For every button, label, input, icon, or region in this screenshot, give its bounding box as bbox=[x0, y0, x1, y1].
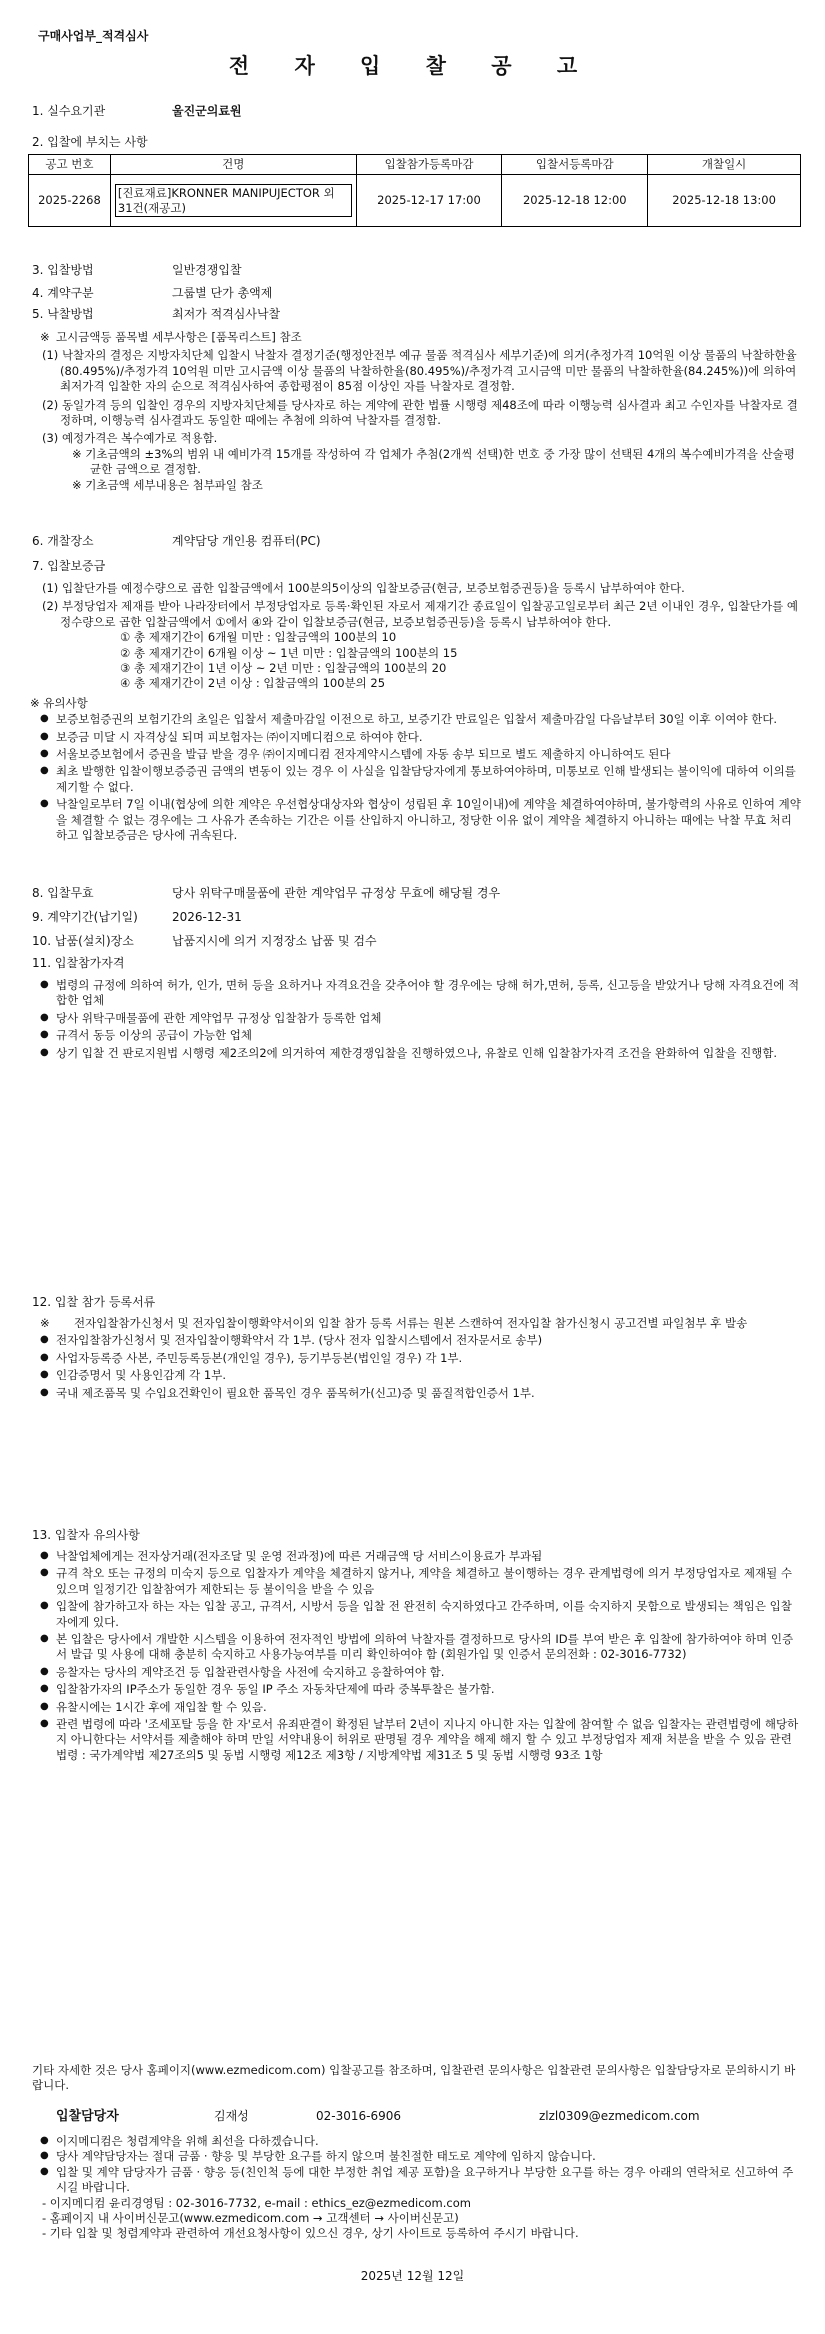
contact-label: 입찰담당자 bbox=[56, 2109, 119, 2124]
section-5-note: ※ 고시금액등 품목별 세부사항은 [품목리스트] 참조 bbox=[34, 330, 802, 345]
th-bid-deadline: 입찰서등록마감 bbox=[502, 155, 648, 175]
bid-table bbox=[28, 154, 801, 227]
demand-org-value: 울진군의료원 bbox=[172, 104, 242, 118]
section-6 bbox=[32, 533, 321, 549]
section-5-item-3: (3) 예정가격은 복수예가로 적용함. bbox=[42, 431, 218, 446]
list-item: ● 입찰 및 계약 담당자가 금품 · 향응 등(친인척 등에 대한 부정한 취업 제공 포함)을 요구하거나 부당한 요구를 하는 경우 아래의 연락처로 신고하여 주시길 바랍니다. bbox=[34, 2165, 802, 2196]
sanction-level-1: ① 총 제재기간이 6개월 미만 : 입찰금액의 100분의 10 bbox=[120, 630, 397, 645]
registration-deadline: 2025-12-17 17:00 bbox=[356, 175, 502, 227]
section-1 bbox=[32, 103, 242, 119]
section-2-label: 2. 입찰에 부치는 사항 bbox=[32, 135, 148, 149]
section-7-label: 7. 입찰보증금 bbox=[32, 559, 106, 573]
section-5-body bbox=[34, 330, 802, 496]
section-4 bbox=[32, 285, 273, 301]
section-9 bbox=[32, 909, 242, 925]
list-item: ● 본 입찰은 당사에서 개발한 시스템을 이용하여 전자적인 방법에 의하여 낙찰자를 결정하므로 당사의 ID를 부여 받은 후 입찰에 참가하여야 하며 인증서 발급 및 사용에 대해 충분히 숙지하고 사용가능여부를 미리 확인하여야 함 (회원가입 및 인증서 문의전화 : 02-3016-7732) bbox=[34, 1632, 802, 1663]
list-item: ● 입찰에 참가하고자 하는 자는 입찰 공고, 규격서, 시방서 등을 입찰 전 완전히 숙지하였다고 간주하며, 이를 숙지하지 못함으로 발생되는 책임은 입찰자에게 있다. bbox=[34, 1599, 802, 1630]
notice-date: 2025년 12월 12일 bbox=[360, 2269, 465, 2283]
qualification-list bbox=[34, 978, 802, 1061]
section-12-note: ※ 전자입찰참가신청서 및 전자입찰이행확약서이외 입찰 참가 등록 서류는 원본 스캔하여 전자입찰 참가신청시 공고건별 파일첨부 후 발송 bbox=[34, 1316, 802, 1331]
bid-method-value: 일반경쟁입찰 bbox=[172, 263, 242, 277]
opening-time: 2025-12-18 13:00 bbox=[648, 175, 801, 227]
section-12-label: 12. 입찰 참가 등록서류 bbox=[32, 1295, 156, 1309]
list-item: ● 상기 입찰 건 판로지원법 시행령 제2조의2에 의거하여 제한경쟁입찰을 진행하였으나, 유찰로 인해 입찰참가자격 조건을 완화하여 입찰을 진행함. bbox=[34, 1046, 802, 1061]
section-11-label: 11. 입찰참가자격 bbox=[32, 956, 125, 970]
section-5 bbox=[32, 306, 281, 322]
section-5-label: 5. 낙찰방법 bbox=[32, 307, 94, 321]
section-7-item-2: (2) 부정당업자 제재를 받아 나라장터에서 부정당업자로 등록·확인된 자로서 제재기간 종료일이 입찰공고일로부터 최근 2년 이내인 경우, 입찰단가를 예정수량으로 곱한 입찰금액에서 ①에서 ④와 같이 입찰보증금(현금, 보증보험증권등)을 등록시 납부하여야 한다. bbox=[42, 599, 798, 629]
list-item: ● 법령의 규정에 의하여 허가, 인가, 면허 등을 요하거나 자격요건을 갖추어야 할 경우에는 당해 허가,면허, 등록, 신고등을 받았거나 당해 자격요건에 적합한 업체 bbox=[34, 978, 802, 1009]
section-5-item-1: (1) 낙찰자의 결정은 지방자치단체 입찰시 낙찰자 결정기준(행정안전부 예규 물품 적격심사 세부기준)에 의거(추정가격 10억원 이상 물품의 낙찰하한율(80.495%)/추정가격 10억원 미만 고시금액 이상 물품의 낙찰하한율(80.495%)/추정가격 고시금액 미만 물품의 낙찰하한율(84.245%))에 의하여 최저가격 입찰한 자의 순으로 적격심사하여 종합평점이 85점 이상인 자를 낙찰자로 결정함. bbox=[42, 348, 797, 394]
section-4-label: 4. 계약구분 bbox=[32, 286, 94, 300]
list-item: ● 보증금 미달 시 자격상실 되며 피보험자는 ㈜이지메디컴으로 하여야 한다. bbox=[34, 730, 802, 745]
list-item: ● 전자입찰참가신청서 및 전자입찰이행확약서 각 1부. (당사 전자 입찰시스템에서 전자문서로 송부) bbox=[34, 1333, 802, 1348]
list-item: ● 인감증명서 및 사용인감계 각 1부. bbox=[34, 1368, 802, 1383]
list-item: ● 규격 착오 또는 규정의 미숙지 등으로 입찰자가 계약을 체결하지 않거나, 계약을 체결하고 불이행하는 경우 관계법령에 의거 부정당업자로 제재될 수 있으며 일정기간 입찰참여가 제한되는 등 불이익을 받을 수 있음 bbox=[34, 1566, 802, 1597]
contract-period-value: 2026-12-31 bbox=[172, 910, 242, 924]
precautions-list bbox=[34, 1549, 802, 1763]
section-13-body bbox=[34, 1549, 802, 1765]
award-method-value: 최저가 적격심사낙찰 bbox=[172, 307, 281, 321]
list-item: ● 이지메디컴은 청렴계약을 위해 최선을 다하겠습니다. bbox=[34, 2134, 802, 2149]
section-8-label: 8. 입찰무효 bbox=[32, 886, 94, 900]
list-item: ● 규격서 동등 이상의 공급이 가능한 업체 bbox=[34, 1028, 802, 1043]
sanction-level-2: ② 총 제재기간이 6개월 이상 ~ 1년 미만 : 입찰금액의 100분의 15 bbox=[120, 645, 458, 660]
notice-no: 2025-2268 bbox=[29, 175, 111, 227]
list-item: ● 서울보증보험에서 증권을 발급 받을 경우 ㈜이지메디컴 전자계약시스템에 자동 송부 되므로 별도 제출하지 아니하여도 된다 bbox=[34, 747, 802, 762]
contact-intro: 기타 자세한 것은 당사 홈페이지(www.ezmedicom.com) 입찰공고를 참조하며, 입찰관련 문의사항은 입찰관련 문의사항은 입찰담당자로 문의하시기 바랍니다. bbox=[32, 2063, 796, 2093]
contract-type-value: 그룹별 단가 총액제 bbox=[172, 286, 273, 300]
list-item: ● 당사 계약담당자는 절대 금품 · 향응 및 부당한 요구를 하지 않으며 불친절한 태도로 계약에 임하지 않습니다. bbox=[34, 2149, 802, 2164]
list-item: ● 낙찰업체에게는 전자상거래(전자조달 및 운영 전과정)에 따른 거래금액 당 서비스이용료가 부과됨 bbox=[34, 1549, 802, 1564]
list-item: ● 유찰시에는 1시간 후에 재입찰 할 수 있음. bbox=[34, 1700, 802, 1715]
item-name-link[interactable]: [진료재료]KRONNER MANIPUJECTOR 외 31건(재공고) bbox=[115, 184, 352, 218]
list-item: ● 보증보험증권의 보험기간의 초일은 입찰서 제출마감일 이전으로 하고, 보증기간 만료일은 입찰서 제출마감일 다음날부터 30일 이후 이여야 한다. bbox=[34, 712, 802, 727]
contact-email[interactable]: zlzl0309@ezmedicom.com bbox=[539, 2109, 700, 2123]
page-title: 전 자 입 찰 공 고 bbox=[228, 54, 597, 78]
section-5-item-2: (2) 동일가격 등의 입찰인 경우의 지방자치단체를 당사자로 하는 계약에 관한 법률 시행령 제48조에 따라 이행능력 심사결과 최고 수인자를 낙찰자로 결정하며, 이행능력 심사결과도 동일한 때에는 추첨에 의하여 낙찰자를 결정함. bbox=[42, 397, 798, 428]
section-5-subnote-2: ※ 기초금액 세부내용은 첨부파일 참조 bbox=[72, 477, 263, 492]
table-header-row bbox=[29, 155, 801, 175]
th-opening-time: 개찰일시 bbox=[648, 155, 801, 175]
sanction-level-3: ③ 총 제재기간이 1년 이상 ~ 2년 미만 : 입찰금액의 100분의 20 bbox=[120, 661, 447, 676]
cyber-report-line: - 홈페이지 내 사이버신문고(www.ezmedicom.com → 고객센터 → 사이버신문고) bbox=[42, 2211, 459, 2226]
department-label: 구매사업부_적격심사 bbox=[38, 29, 149, 43]
list-item: ● 입찰참가자의 IP주소가 동일한 경우 동일 IP 주소 자동차단제에 따라 중복투찰은 불가함. bbox=[34, 1682, 802, 1697]
section-12-body bbox=[34, 1316, 802, 1403]
notes-title: ※ 유의사항 bbox=[30, 695, 88, 710]
ethics-list bbox=[34, 2134, 802, 2196]
table-row bbox=[29, 175, 801, 227]
list-item: ● 응찰자는 당사의 계약조건 등 입찰관련사항을 사전에 숙지하고 응찰하여야 함. bbox=[34, 1665, 802, 1680]
improvement-request-line: - 기타 입찰 및 청렴계약과 관련하여 개선요청사항이 있으신 경우, 상기 사이트로 등록하여 주시기 바랍니다. bbox=[42, 2226, 579, 2241]
th-notice-no: 공고 번호 bbox=[29, 155, 111, 175]
section-3 bbox=[32, 262, 242, 278]
section-6-label: 6. 개찰장소 bbox=[32, 534, 94, 548]
section-7-body bbox=[30, 581, 802, 846]
invalid-bid-value: 당사 위탁구매물품에 관한 계약업무 규정상 무효에 해당될 경우 bbox=[172, 886, 501, 900]
notes-list bbox=[34, 712, 802, 843]
contact-phone[interactable]: 02-3016-6906 bbox=[316, 2109, 402, 2123]
list-item: ● 국내 제조품목 및 수입요건확인이 필요한 품목인 경우 품목허가(신고)증 및 품질적합인증서 1부. bbox=[34, 1386, 802, 1401]
delivery-place-value: 납품지시에 의거 지정장소 납품 및 검수 bbox=[172, 934, 377, 948]
section-10-label: 10. 납품(설치)장소 bbox=[32, 934, 134, 948]
section-1-label: 1. 실수요기관 bbox=[32, 104, 106, 118]
section-5-subnote-1: ※ 기초금액의 ±3%의 범위 내 예비가격 15개를 작성하여 각 업체가 추첨(2개씩 선택)한 번호 중 가장 많이 선택된 4개의 복수예비가격을 산술평균한 금액으로 결정함. bbox=[72, 446, 795, 477]
list-item: ● 최초 발행한 입찰이행보증증권 금액의 변동이 있는 경우 이 사실을 입찰담당자에게 통보하여야하며, 미통보로 인해 발생되는 불이익에 대하여 이의를 제기할 수 없다. bbox=[34, 764, 802, 795]
ethics-contact-line: - 이지메디컴 윤리경영팀 : 02-3016-7732, e-mail : ethics_ez@ezmedicom.com bbox=[42, 2195, 471, 2210]
item-name-cell[interactable] bbox=[110, 175, 356, 227]
list-item: ● 사업자등록증 사본, 주민등록등본(개인일 경우), 등기부등본(법인일 경우) 각 1부. bbox=[34, 1351, 802, 1366]
section-8 bbox=[32, 885, 501, 901]
section-11-body bbox=[34, 978, 802, 1063]
list-item: ● 당사 위탁구매물품에 관한 계약업무 규정상 입찰참가 등록한 업체 bbox=[34, 1011, 802, 1026]
section-3-label: 3. 입찰방법 bbox=[32, 263, 94, 277]
th-item-name: 건명 bbox=[110, 155, 356, 175]
contact-name: 김재성 bbox=[214, 2109, 249, 2123]
list-item: ● 관련 법령에 따라 '조세포탈 등을 한 자'로서 유죄판결이 확정된 날부터 2년이 지나지 아니한 자는 입찰에 참여할 수 없음 입찰자는 관련법령에 해당하지 아니한다는 서약서를 제출해야 하며 만일 서약내용이 허위로 판명될 경우 계약을 해제 해지 할 수 있고 부정당업자 제재 처분을 받을 수 있음 관련법령 : 국가계약법 제27조의5 및 동법 시행령 제12조 제3항 / 지방계약법 제31조 5 및 동법 시행령 93조 1항 bbox=[34, 1717, 802, 1763]
documents-list bbox=[34, 1333, 802, 1401]
section-13-label: 13. 입찰자 유의사항 bbox=[32, 1528, 140, 1542]
section-9-label: 9. 계약기간(납기일) bbox=[32, 910, 138, 924]
th-registration-deadline: 입찰참가등록마감 bbox=[356, 155, 502, 175]
section-10 bbox=[32, 933, 377, 949]
bid-deadline: 2025-12-18 12:00 bbox=[502, 175, 648, 227]
list-item: ● 낙찰일로부터 7일 이내(협상에 의한 계약은 우선협상대상자와 협상이 성립된 후 10일이내)에 계약을 체결하여야하며, 불가항력의 사유로 인하여 계약을 체결할 수 없는 경우에는 그 사유가 존속하는 기간은 이를 산입하지 아니하고, 정당한 이유 없이 계약을 체결하지 아니하는 때에는 낙찰 무효 처리하고 입찰보증금은 당사에 귀속된다. bbox=[34, 797, 802, 843]
opening-place-value: 계약담당 개인용 컴퓨터(PC) bbox=[172, 534, 321, 548]
ethics-section bbox=[34, 2134, 802, 2242]
sanction-level-4: ④ 총 제재기간이 2년 이상 : 입찰금액의 100분의 25 bbox=[120, 676, 386, 691]
section-7-item-1: (1) 입찰단가를 예정수량으로 곱한 입찰금액에서 100분의5이상의 입찰보증금(현금, 보증보험증권등)을 등록시 납부하여야 한다. bbox=[42, 581, 685, 595]
